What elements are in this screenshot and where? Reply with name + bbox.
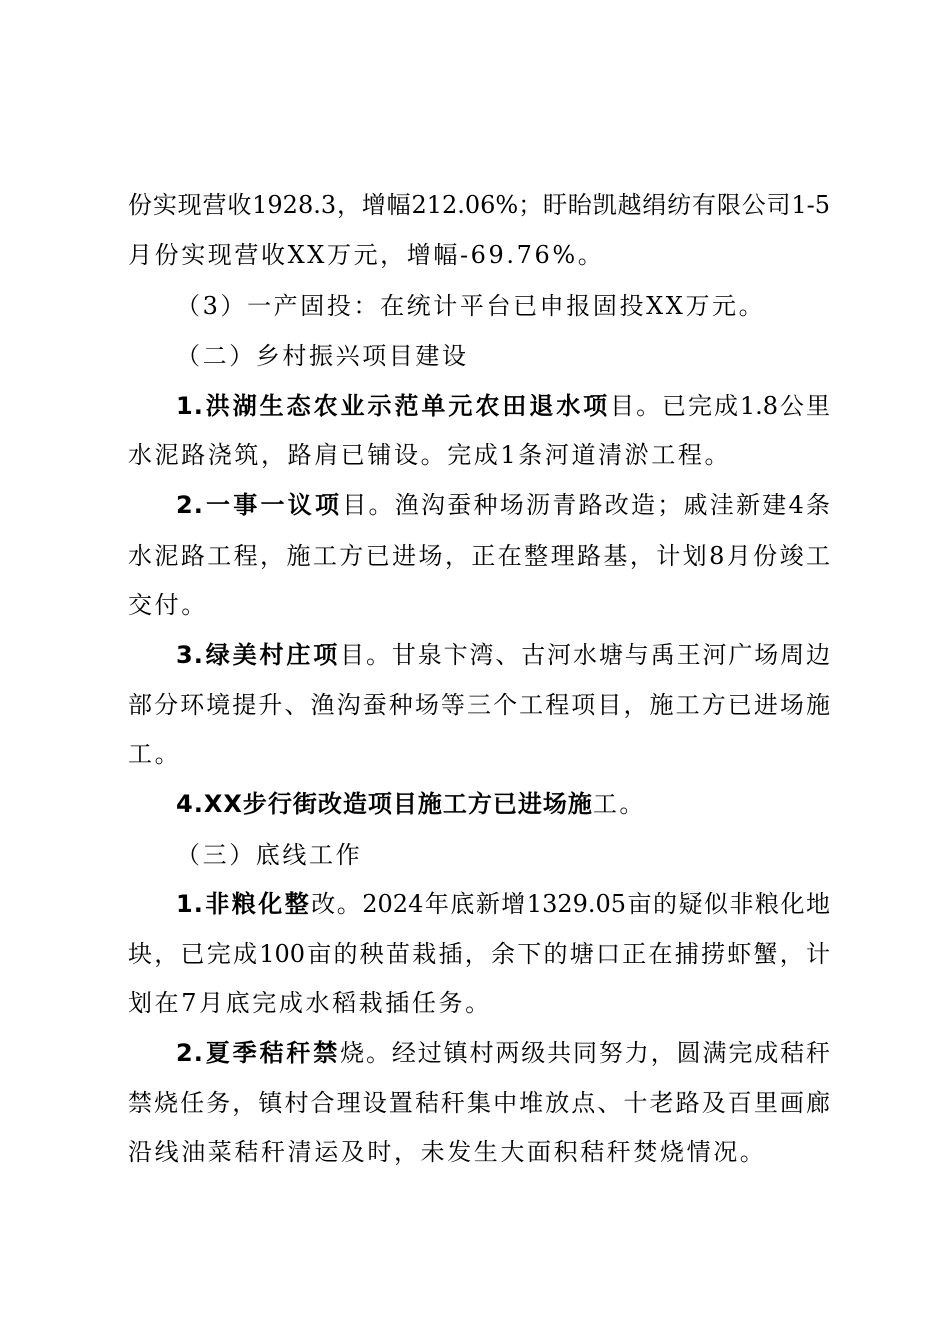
- text-line: [176, 887, 830, 921]
- line-text: 工。: [128, 740, 182, 768]
- bold-lead: 1.非粮化整: [176, 890, 312, 918]
- text-line: [128, 188, 830, 222]
- line-text: 月份实现营收XX万元，增幅-69.76%。: [128, 241, 605, 269]
- bold-lead: 2.夏季秸秆禁: [176, 1039, 341, 1067]
- text-line: [128, 539, 830, 573]
- line-text: 目。甘泉卞湾、古河水塘与禹王河广场周边: [340, 641, 830, 669]
- text-line: [128, 1135, 830, 1169]
- text-line: [128, 238, 830, 272]
- line-text: 工。: [592, 790, 647, 818]
- line-text: 划在7月底完成水稻栽插任务。: [128, 989, 492, 1017]
- text-line: [128, 688, 830, 722]
- line-text: 目。渔沟蚕种场沥青路改造；戚洼新建4条: [342, 491, 830, 519]
- text-line: [176, 638, 830, 672]
- line-text: 水泥路浇筑，路肩已铺设。完成1条河道清淤工程。: [128, 441, 732, 469]
- line-text: 烧。经过镇村两级共同努力，圆满完成秸秆: [340, 1039, 830, 1067]
- text-line: [176, 289, 830, 323]
- line-text: 改。2024年底新增1329.05亩的疑似非粮化地: [311, 890, 830, 918]
- text-line: [128, 438, 830, 472]
- text-line: [176, 787, 830, 821]
- line-text: （三）底线工作: [176, 841, 363, 869]
- line-text: 水泥路工程，施工方已进场，正在整理路基，计划8月份竣工: [128, 542, 830, 570]
- section-heading: [176, 838, 830, 872]
- bold-lead: 4.XX步行街改造项目施工方已进场施: [176, 790, 593, 818]
- line-text: 目。已完成1.8公里: [610, 392, 830, 420]
- line-text: 交付。: [128, 591, 208, 619]
- section-heading: [176, 339, 830, 373]
- line-text: （3）一产固投：在统计平台已申报固投XX万元。: [176, 292, 766, 320]
- text-line: [128, 986, 830, 1020]
- text-line: [176, 389, 830, 423]
- text-line: [176, 1036, 830, 1070]
- bold-lead: 2.一事一议项: [176, 491, 343, 519]
- bold-lead: 1.洪湖生态农业示范单元农田退水项: [176, 392, 611, 420]
- text-line: [128, 937, 830, 971]
- line-text: 沿线油菜秸秆清运及时，未发生大面积秸秆焚烧情况。: [128, 1138, 767, 1166]
- line-text: （二）乡村振兴项目建设: [176, 342, 469, 370]
- line-text: 部分环境提升、渔沟蚕种场等三个工程项目，施工方已进场施: [128, 691, 830, 719]
- text-line: [128, 588, 830, 622]
- text-line: [128, 1086, 830, 1120]
- text-line: [128, 737, 830, 771]
- text-line: [176, 488, 830, 522]
- line-text: 禁烧任务，镇村合理设置秸秆集中堆放点、十老路及百里画廊: [128, 1089, 830, 1117]
- line-text: 块，已完成100亩的秧苗栽插，余下的塘口正在捕捞虾蟹，计: [128, 940, 830, 968]
- bold-lead: 3.绿美村庄项: [176, 641, 341, 669]
- line-text: 份实现营收1928.3，增幅212.06%；盱眙凯越绢纺有限公司1-5: [128, 191, 830, 219]
